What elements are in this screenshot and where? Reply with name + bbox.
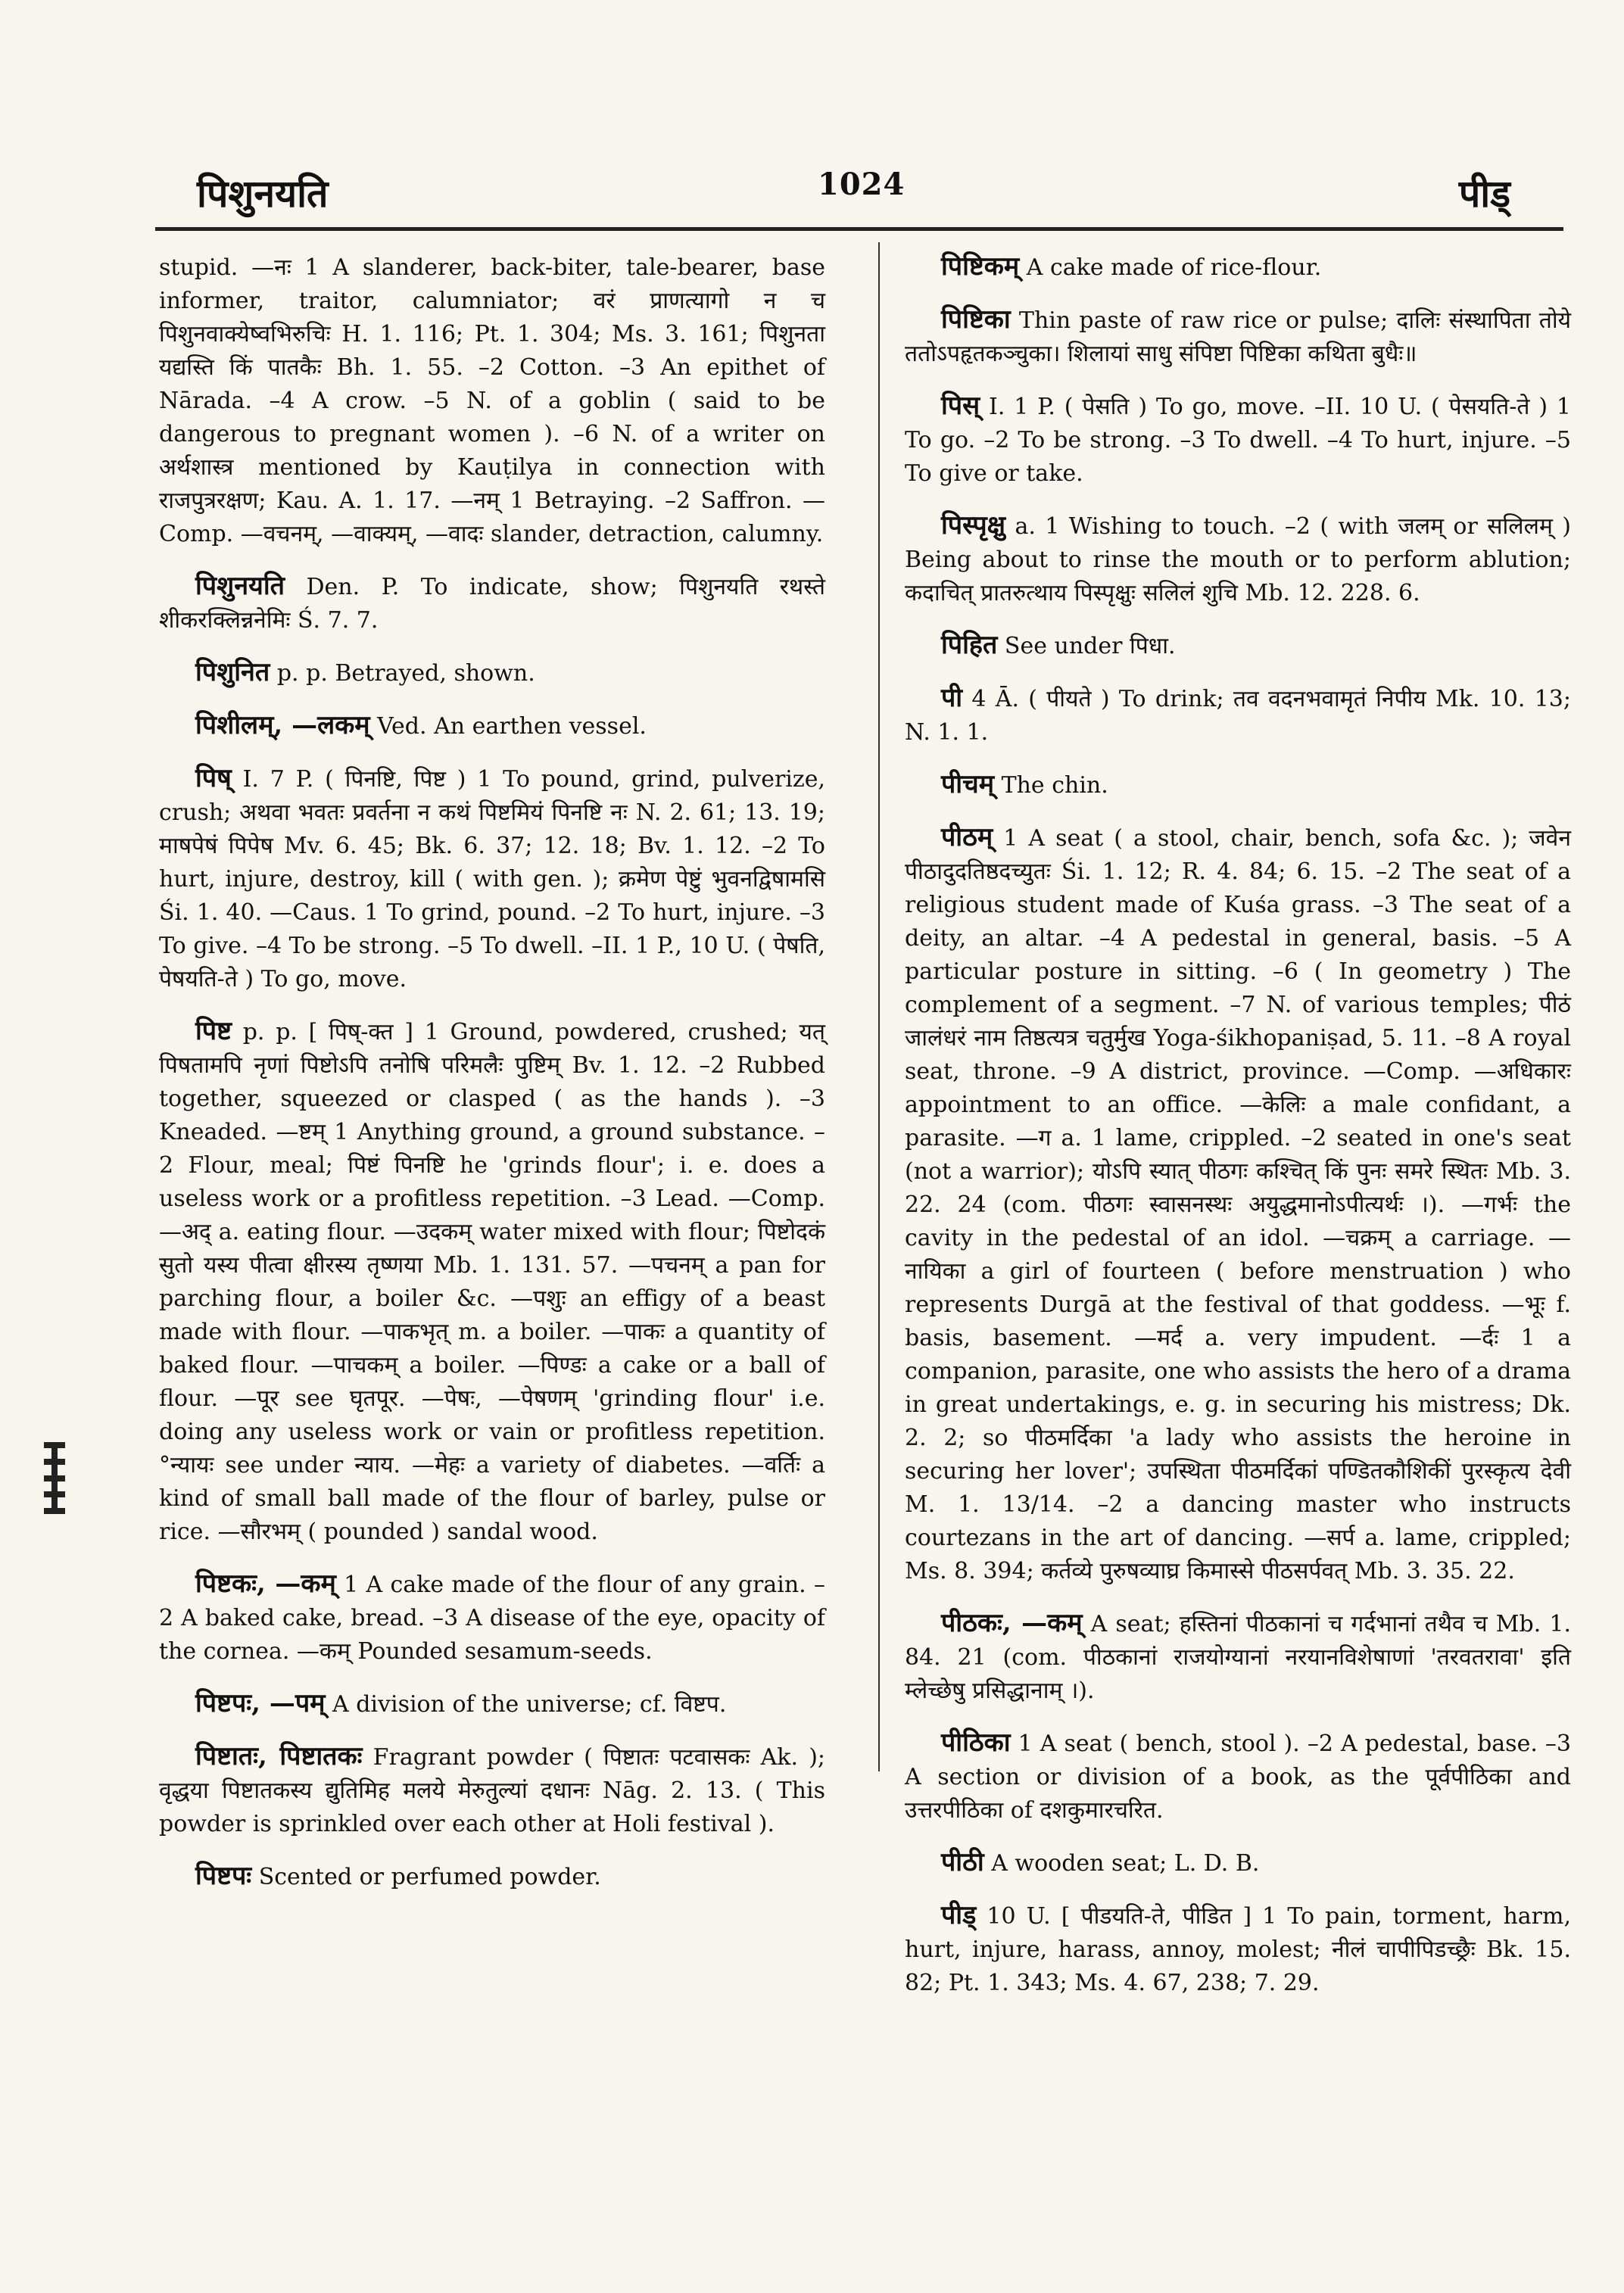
entry-headword: पिष्टिकम् <box>941 251 1020 282</box>
dictionary-entry <box>905 303 1571 371</box>
entry-text: 1 A seat ( bench, stool ). –2 A pedestal, base. –3 A section or division of a book, as the पूर्वपीठिका and उत्तरपीठिका of दशकुमारचरित. <box>905 1731 1571 1824</box>
dictionary-entry <box>159 762 825 996</box>
entry-text: Fragrant powder ( पिष्टातः पटवासकः Ak. ); वृद्धया पिष्टातकस्य द्युतिमिह मलये मेरुतुल्यां दधानः Nāg. 2. 13. ( This powder is sprinkled over each other at Holi festival ). <box>159 1744 826 1837</box>
dictionary-entry <box>159 1859 825 1894</box>
dictionary-entry <box>905 821 1571 1588</box>
margin-mark-icon <box>39 1442 70 1514</box>
entry-text: a. 1 Wishing to touch. –2 ( with जलम् or सलिलम् ) Being about to rinse the mouth or to perform ablution; कदाचित् प्रातरुत्थाय पिस्पृक्षुः सलिलं शुचि Mb. 12. 228. 6. <box>905 513 1571 606</box>
entry-text: Thin paste of raw rice or pulse; दालिः संस्थापिता तोये ततोऽपहृतकञ्चुका। शिलायां साधु संपिष्टा पिष्टिका कथिता बुधैः॥ <box>905 307 1571 367</box>
dictionary-entry <box>905 1899 1571 2000</box>
entry-text: See under पिधा. <box>997 633 1176 659</box>
entry-text: I. 7 P. ( पिनष्टि, पिष्ट ) 1 To pound, grind, pulverize, crush; अथवा भवतः प्रवर्तना न कथं पिष्टमियं पिनष्टि नः N. 2. 61; 13. 19; माषपेषं पिपेष Mv. 6. 45; Bk. 6. 37; 12. 18; Bv. 1. 12. –2 To hurt, injure, destroy, kill ( with gen. ); क्रमेण पेष्टुं भुवनद्विषामसि Śi. 1. 40. —Caus. 1 To grind, pound. –2 To hurt, injure. –3 To give. –4 To be strong. –5 To dwell. –II. 1 P., 10 U. ( पेषति, पेषयति-ते ) To go, move. <box>159 766 825 992</box>
dictionary-entry <box>905 509 1571 610</box>
dictionary-entry <box>905 250 1571 285</box>
dictionary-entry <box>159 1567 825 1668</box>
dictionary-entry <box>905 389 1571 491</box>
dictionary-entry <box>905 628 1571 663</box>
dictionary-entry <box>905 1846 1571 1880</box>
entry-headword: पिष् <box>195 763 232 793</box>
entry-text: 1 A cake made of the flour of any grain. –2 A baked cake, bread. –3 A disease of the eye, opacity of the cornea. —कम् Pounded sesamum-seeds. <box>159 1572 826 1665</box>
entry-headword: पिशुनयति <box>195 571 285 601</box>
page-header <box>151 151 1518 220</box>
entry-text: stupid. —नः 1 A slanderer, back-biter, tale-bearer, base informer, traitor, calumniator; वरं प्राणत्यागो न च पिशुनवाक्येष्वभिरुचिः H. 1. 116; Pt. 1. 304; Ms. 3. 161; पिशुनता यद्यस्ति किं पातकैः Bh. 1. 55. –2 Cotton. –3 An epithet of Nārada. –4 A crow. –5 N. of a goblin ( said to be dangerous to pregnant women ). –6 N. of a writer on अर्थशास्त्र mentioned by Kauṭilya in connection with राजपुत्ररक्षण; Kau. A. 1. 17. —नम् 1 Betraying. –2 Saffron. —Comp. —वचनम्, —वाक्यम्, —वादः slander, detraction, calumny. <box>159 254 825 547</box>
entry-headword: पीचम् <box>941 769 995 799</box>
entry-text: A wooden seat; L. D. B. <box>983 1850 1260 1877</box>
entry-text: A division of the universe; cf. विष्टप. <box>325 1691 727 1718</box>
entry-headword: पिस्पृक्षु <box>941 510 1006 541</box>
entry-text: A cake made of rice-flour. <box>1019 254 1322 281</box>
column-divider <box>878 242 880 1771</box>
dictionary-entry <box>159 1014 825 1549</box>
entry-headword: पीठकः, —कम् <box>941 1608 1083 1638</box>
entry-text: p. p. [ पिष्-क्त ] 1 Ground, powdered, crushed; यत् पिषतामपि नृणां पिष्टोऽपि तनोषि परिमलैः पुष्टिम् Bv. 1. 12. –2 Rubbed together, squeezed or clasped ( as the hands ). –3 Kneaded. —ष्टम् 1 Anything ground, a ground substance. –2 Flour, meal; पिष्टं पिनष्टि he 'grinds flour'; i. e. does a useless work or a profitless repetition. –3 Lead. —Comp. —अद् a. eating flour. —उदकम् water mixed with flour; पिष्टोदकं सुतो यस्य पीत्वा क्षीरस्य तृष्णया Mb. 1. 131. 57. —पचनम् a pan for parching flour, a boiler &c. —पशुः an effigy of a beast made with flour. —पाकभृत् m. a boiler. —पाकः a quantity of baked flour. —पाचकम् a boiler. —पिण्डः a cake or a ball of flour. —पूर see घृतपूर. —पेषः, —पेषणम् 'grinding flour' i.e. doing any useless work or vain or profitless repetition. °न्यायः see under न्याय. —मेहः a variety of diabetes. —वर्तिः a kind of small ball made of the flour of barley, pulse or rice. —सौरभम् ( pounded ) sandal wood. <box>159 1019 825 1545</box>
entry-text: Ved. An earthen vessel. <box>369 713 647 740</box>
entry-headword: पिहित <box>941 630 998 660</box>
dictionary-entry <box>159 250 825 551</box>
dictionary-entry <box>905 1606 1571 1708</box>
dictionary-entry <box>159 656 825 690</box>
right-column <box>905 250 1571 2018</box>
entry-text: 4 Ā. ( पीयते ) To drink; तव वदनभवामृतं निपीय Mk. 10. 13; N. 1. 1. <box>905 686 1571 746</box>
dictionary-entry <box>159 569 825 637</box>
entry-headword: पी <box>941 683 963 713</box>
entry-headword: पीड् <box>941 1900 977 1930</box>
entry-headword: पीठम् <box>941 822 993 852</box>
entry-headword: पिष्टकः, —कम् <box>195 1569 336 1599</box>
entry-text: 1 A seat ( a stool, chair, bench, sofa &c. ); जवेन पीठादुदतिष्ठदच्युतः Śi. 1. 12; R. 4. 84; 6. 15. –2 The seat of a religious student made of Kuśa grass. –3 The seat of a deity, an altar. –4 A pedestal in general, basis. –5 A particular posture in sitting. –6 ( In geometry ) The complement of a segment. –7 N. of various temples; पीठं जालंधरं नाम तिष्ठत्यत्र चतुर्मुख Yoga-śikhopaniṣad, 5. 11. –8 A royal seat, throne. –9 A district, province. —Comp. —अधिकारः appointment to an office. —केलिः a male confidant, a parasite. —ग a. 1 lame, crippled. –2 seated in one's seat (not a warrior); योऽपि स्यात् पीठगः कश्चित् किं पुनः समरे स्थितः Mb. 3. 22. 24 (com. पीठगः स्वासनस्थः अयुद्धमानोऽपीत्यर्थः ।). —गर्भः the cavity in the pedestal of an idol. —चक्रम् a carriage. —नायिका a girl of fourteen ( before menstruation ) who represents Durgā at the festival of that goddess. —भूः f. basis, basement. —मर्द a. very impudent. —र्दः 1 a companion, parasite, one who assists the hero of a drama in great undertakings, e. g. in securing his mistress; Dk. 2. 2; so पीठमर्दिका 'a lady who assists the heroine in securing her lover'; उपस्थिता पीठमर्दिकां पण्डितकौशिकीं पुरस्कृत्य देवी M. 1. 13/14. –2 a dancing master who instructs courtezans in the art of dancing. —सर्प a. lame, crippled; Ms. 8. 394; कर्तव्ये पुरुषव्याघ्र किमास्से पीठसर्पवत् Mb. 3. 35. 22. <box>905 825 1571 1584</box>
entry-headword: पिष्टातः, पिष्टातकः <box>195 1741 363 1771</box>
dictionary-entry <box>159 709 825 743</box>
dictionary-entry <box>905 681 1571 749</box>
entry-text: I. 1 P. ( पेसति ) To go, move. –II. 10 U. ( पेसयति-ते ) 1 To go. –2 To be strong. –3 To dwell. –4 To hurt, injure. –5 To give or take. <box>905 394 1571 487</box>
entry-text: A seat; हस्तिनां पीठकानां च गर्दभानां तथैव च Mb. 1. 84. 21 (com. पीठकानां राजयोग्यानां नरयानविशेषाणां 'तरवतरावा' इति म्लेच्छेषु प्रसिद्धानाम् ।). <box>905 1611 1571 1704</box>
dictionary-entry <box>159 1687 825 1721</box>
entry-text: 10 U. [ पीडयति-ते, पीडित ] 1 To pain, torment, harm, hurt, injure, harass, annoy, molest; नीलं चापीपिडच्छ्रैः Bk. 15. 82; Pt. 1. 343; Ms. 4. 67, 238; 7. 29. <box>905 1903 1571 1996</box>
page-number: 1024 <box>818 167 906 202</box>
running-head-right: पीड् <box>1458 171 1510 216</box>
left-column <box>159 250 825 1912</box>
entry-headword: पिष्टिका <box>941 304 1011 335</box>
dictionary-entry <box>159 1740 825 1841</box>
entry-headword: पिष्ट <box>195 1016 232 1046</box>
header-rule <box>155 227 1563 231</box>
entry-text: p. p. Betrayed, shown. <box>270 660 535 687</box>
entry-headword: पिस् <box>941 391 980 421</box>
entry-headword: पीठी <box>941 1847 984 1877</box>
dictionary-entry <box>905 768 1571 802</box>
entry-headword: पिष्टपः <box>195 1861 252 1891</box>
entry-text: Scented or perfumed powder. <box>251 1864 601 1890</box>
running-head-left: पिशुनयति <box>197 171 329 216</box>
entry-text: Den. P. To indicate, show; पिशुनयति रथस्ते शीकरक्लिन्ननेमिः Ś. 7. 7. <box>159 574 825 634</box>
entry-headword: पिशीलम्, —लकम् <box>195 710 370 740</box>
entry-text: The chin. <box>994 772 1108 799</box>
entry-headword: पिशुनित <box>195 657 270 687</box>
dictionary-entry <box>905 1726 1571 1827</box>
entry-headword: पिष्टपः, —पम् <box>195 1688 326 1718</box>
entry-headword: पीठिका <box>941 1728 1011 1758</box>
